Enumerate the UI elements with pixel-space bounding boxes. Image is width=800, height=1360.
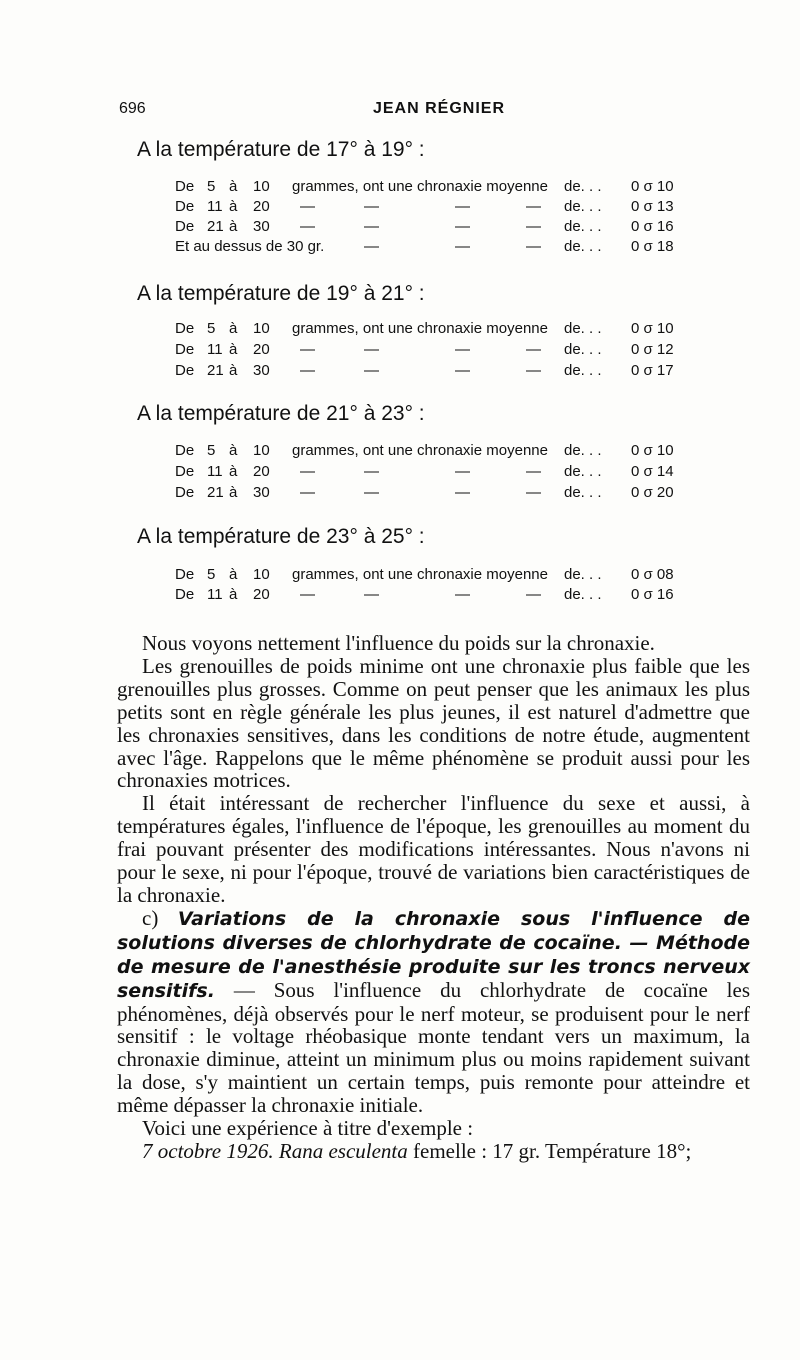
row-de: De [175,586,195,603]
row-description: grammes, ont une chronaxie moyenne [292,320,548,337]
ditto-dash: — [526,218,541,235]
row-value: 0 σ 20 [631,484,674,501]
ditto-dash: — [526,362,541,379]
table-row [175,218,705,238]
ditto-dash: — [300,362,315,379]
table-row [175,484,705,504]
ditto-dash: — [526,341,541,358]
row-a: à [229,178,238,195]
table-row [175,362,705,382]
row-value: 0 σ 08 [631,566,674,583]
row-value: 0 σ 17 [631,362,674,379]
row-de-dots: de. . . [564,463,602,480]
row-to: 20 [253,586,270,603]
row-value: 0 σ 14 [631,463,674,480]
row-description: grammes, ont une chronaxie moyenne [292,178,548,195]
ditto-dash: — [364,463,379,480]
row-de-dots: de. . . [564,218,602,235]
ditto-dash: — [526,586,541,603]
section-heading: Variations de la chronaxie sous l'influence de solutions diverses de chlorhydrate de cocaïne. — Méthode de mesure de l'anesthésie produite sur les troncs nerveux sensitifs. [117,907,750,1002]
table-row [175,320,705,340]
ditto-dash: — [300,218,315,235]
table-row [175,238,705,258]
table-row [175,566,705,586]
row-de-dots: de. . . [564,362,602,379]
row-from: 21 [207,484,224,501]
ditto-dash: — [455,586,470,603]
ditto-dash: — [364,341,379,358]
paragraph: Nous voyons nettement l'influence du poids sur la chronaxie. [142,631,655,655]
paragraph-experiment [117,1140,750,1163]
row-from: 5 [207,566,216,583]
row-to: 10 [253,178,270,195]
row-value: 0 σ 13 [631,198,674,215]
row-a: à [229,442,238,459]
paragraph: Il était intéressant de rechercher l'influence du sexe et aussi, à températures égales, l'influence de l'époque, les grenouilles au moment du frai pouvant présenter des modifications intéressantes. Nous n'avons ni pour le sexe, ni pour l'époque, trouvé de variations bien caractéristiques de la chronaxie. [117,791,750,907]
ditto-dash: — [455,484,470,501]
row-from: 21 [207,362,224,379]
page-number: 696 [119,100,146,117]
row-from: 21 [207,218,224,235]
row-a: à [229,484,238,501]
row-to: 30 [253,362,270,379]
ditto-dash: — [526,484,541,501]
ditto-dash: — [364,484,379,501]
row-de: De [175,442,195,459]
row-a: à [229,320,238,337]
row-de-dots: de. . . [564,198,602,215]
experiment-date-species: 7 octobre 1926. Rana esculenta [142,1138,408,1163]
ditto-dash: — [300,341,315,358]
ditto-dash: — [364,218,379,235]
table-row [175,178,705,198]
section-title: A la température de 19° à 21° : [137,282,425,305]
ditto-dash: — [455,362,470,379]
row-a: à [229,198,238,215]
row-a: à [229,341,238,358]
row-de-dots: de. . . [564,442,602,459]
ditto-dash: — [300,463,315,480]
row-de-dots: de. . . [564,484,602,501]
row-description: grammes, ont une chronaxie moyenne [292,566,548,583]
ditto-dash: — [455,218,470,235]
heading-dash: — [214,977,255,1002]
row-value: 0 σ 12 [631,341,674,358]
ditto-dash: — [455,238,470,255]
row-description: grammes, ont une chronaxie moyenne [292,442,548,459]
row-de-dots: de. . . [564,238,602,255]
row-de: De [175,320,195,337]
row-a: à [229,218,238,235]
row-from: 5 [207,178,216,195]
ditto-dash: — [300,198,315,215]
row-to: 10 [253,320,270,337]
row-from: 5 [207,442,216,459]
ditto-dash: — [455,463,470,480]
section-letter: c) [142,905,178,930]
table-row [175,198,705,218]
row-from: 11 [207,198,223,215]
row-value: 0 σ 10 [631,178,674,195]
ditto-dash: — [300,484,315,501]
row-de-dots: de. . . [564,178,602,195]
row-from: 11 [207,586,223,603]
paragraph: Les grenouilles de poids minime ont une chronaxie plus faible que les grenouilles plus grosses. Comme on peut penser que les animaux les plus petits sont en règle générale les plus jeunes, il est naturel d'admettre que les chronaxies sensitives, dans les conditions de notre étude, augmentent avec l'âge. Rappelons que le même phénomène se produit aussi pour les chronaxies motrices. [117,653,750,793]
row-de: De [175,566,195,583]
row-a: à [229,463,238,480]
table-row [175,463,705,483]
row-from: 11 [207,341,223,358]
ditto-dash: — [455,198,470,215]
running-head: JEAN RÉGNIER [372,100,506,117]
row-to: 20 [253,198,270,215]
row-de: De [175,362,195,379]
ditto-dash: — [364,238,379,255]
row-to: 20 [253,341,270,358]
row-from: 5 [207,320,216,337]
section-title: A la température de 17° à 19° : [137,138,425,161]
paragraph-text: Sous l'influence du chlorhydrate de cocaïne les phénomènes, déjà observés pour le nerf moteur, se produisent pour le nerf sensitif : le voltage rhéobasique monte tendant vers un maximum, la chronaxie diminue, atteint un minimum plus ou moins rapidement suivant la dose, s'y maintient un certain temps, puis remonte pour atteindre et même dépasser la chronaxie initiale. [117,977,750,1118]
row-to: 10 [253,566,270,583]
row-value: 0 σ 18 [631,238,674,255]
paragraph: Voici une expérience à titre d'exemple : [142,1116,474,1141]
ditto-dash: — [526,463,541,480]
ditto-dash: — [300,586,315,603]
row-value: 0 σ 16 [631,586,674,603]
row-de: De [175,218,195,235]
row-de-dots: de. . . [564,566,602,583]
paragraph-section-c [117,907,750,1117]
row-de-dots: de. . . [564,586,602,603]
row-de: De [175,484,195,501]
row-value: 0 σ 16 [631,218,674,235]
ditto-dash: — [364,362,379,379]
row-de: De [175,198,195,215]
ditto-dash: — [526,198,541,215]
row-value: 0 σ 10 [631,320,674,337]
row-to: 30 [253,218,270,235]
row-above-30: Et au dessus de 30 gr. [175,238,325,255]
row-to: 10 [253,442,270,459]
section-title: A la température de 21° à 23° : [137,402,425,425]
row-de: De [175,463,195,480]
row-de: De [175,341,195,358]
row-to: 30 [253,484,270,501]
body-text [117,632,750,1163]
table-row [175,442,705,462]
table-row [175,341,705,361]
row-de-dots: de. . . [564,341,602,358]
section-title: A la température de 23° à 25° : [137,525,425,548]
row-de-dots: de. . . [564,320,602,337]
ditto-dash: — [364,586,379,603]
row-de: De [175,178,195,195]
ditto-dash: — [455,341,470,358]
row-a: à [229,566,238,583]
row-from: 11 [207,463,223,480]
row-a: à [229,362,238,379]
row-to: 20 [253,463,270,480]
page-header [119,100,759,124]
row-a: à [229,586,238,603]
ditto-dash: — [526,238,541,255]
experiment-details: femelle : 17 gr. Température 18°; [407,1138,692,1163]
row-value: 0 σ 10 [631,442,674,459]
table-row [175,586,705,606]
ditto-dash: — [364,198,379,215]
